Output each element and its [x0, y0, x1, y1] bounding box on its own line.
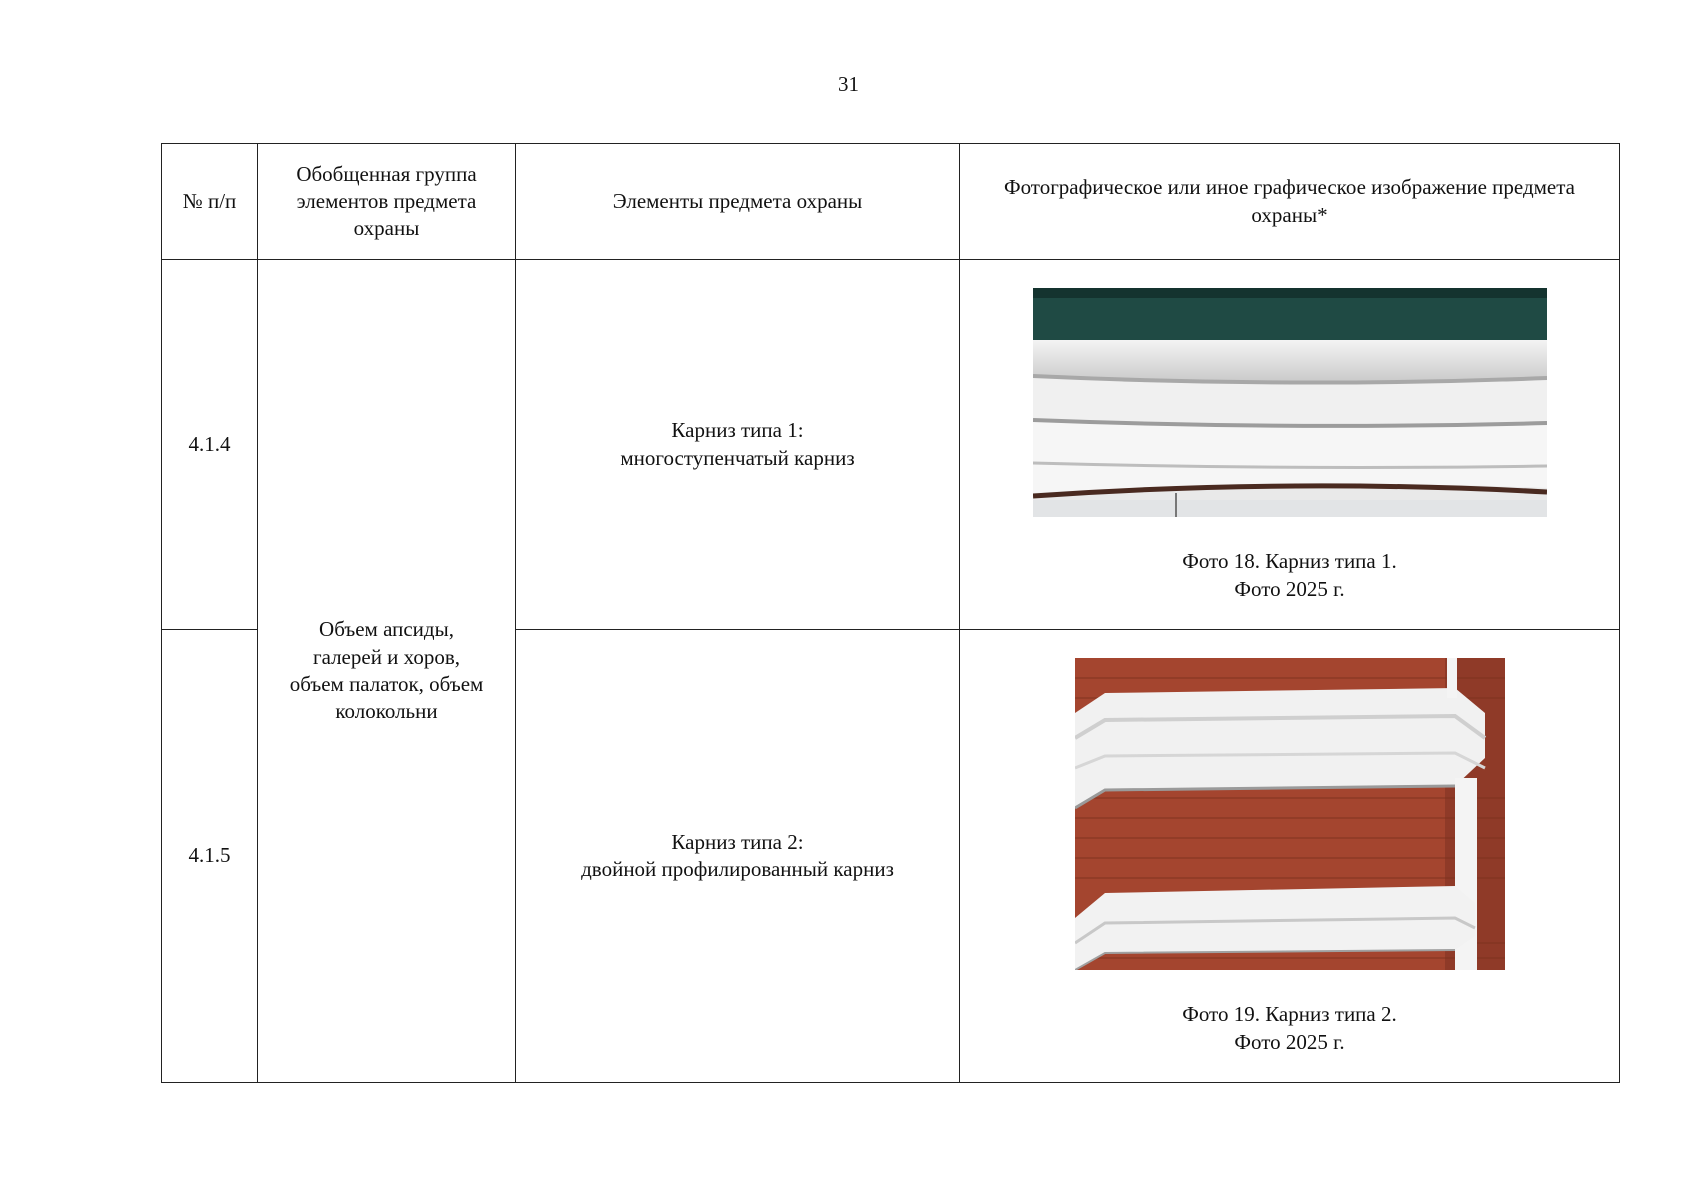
- header-group: Обобщенная группа элементов предмета охраны: [258, 144, 516, 260]
- cornice-type-1-photo: [1033, 288, 1547, 517]
- page-number: 31: [838, 72, 859, 96]
- heritage-elements-table: [161, 143, 1620, 1083]
- photo-caption: Фото 19. Карниз типа 2.: [1182, 1002, 1397, 1026]
- photo-year: Фото 2025 г.: [1234, 1030, 1345, 1055]
- element-title: Карниз типа 2:: [671, 829, 804, 854]
- element-description: многоступенчатый карниз: [620, 445, 855, 470]
- header-photo: Фотографическое или иное графическое изображение предмета охраны*: [960, 144, 1620, 260]
- row-number: 4.1.5: [162, 630, 258, 1083]
- element-description: двойной профилированный карниз: [581, 857, 894, 881]
- header-number: № п/п: [162, 144, 258, 260]
- cornice-type-2-photo: [1075, 658, 1505, 970]
- element-title: Карниз типа 1:: [671, 418, 804, 443]
- element-cell: [516, 630, 960, 1083]
- row-number: 4.1.4: [162, 260, 258, 630]
- element-cell: [516, 260, 960, 630]
- photo-caption: Фото 18. Карниз типа 1.: [1182, 549, 1397, 573]
- photo-year: Фото 2025 г.: [1234, 577, 1345, 602]
- table-header-row: [162, 144, 1620, 260]
- photo-cell: [960, 630, 1620, 1083]
- table-row: [162, 260, 1620, 630]
- photo-cell: [960, 260, 1620, 630]
- header-elements: Элементы предмета охраны: [516, 144, 960, 260]
- group-text: Объем апсиды, галерей и хоров, объем палаток, объем колокольни: [289, 617, 484, 724]
- group-cell: [258, 260, 516, 1083]
